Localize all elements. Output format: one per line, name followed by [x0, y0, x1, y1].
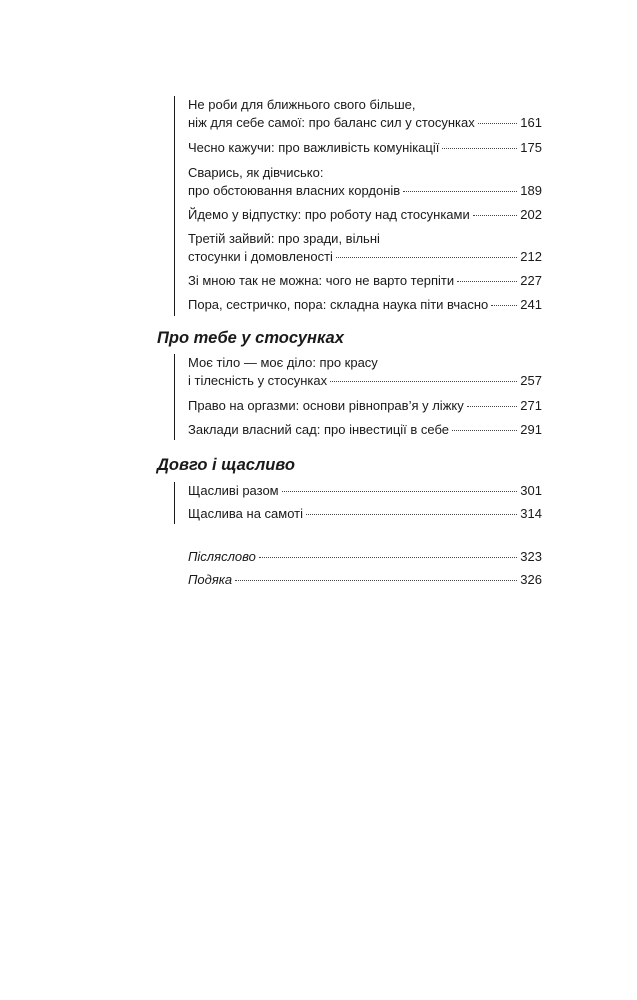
toc-entry — [188, 206, 542, 224]
toc-entry — [188, 164, 542, 200]
toc-entry — [188, 505, 542, 523]
toc-page-number: 189 — [520, 183, 542, 198]
toc-entry-title: про обстоювання власних кордонів — [188, 183, 401, 198]
toc-entry-title: Щасливі разом — [188, 483, 279, 498]
section-rule — [174, 96, 175, 316]
toc-entry-title: стосунки і домовленості — [188, 249, 333, 264]
dot-leader — [473, 214, 518, 216]
toc-page-number: 301 — [520, 483, 542, 498]
toc-entry-title: Йдемо у відпустку: про роботу над стосунками — [188, 207, 470, 222]
toc-page-number: 175 — [520, 140, 542, 155]
toc-page-number: 323 — [520, 549, 542, 564]
toc-entry — [188, 96, 542, 132]
toc-entry — [188, 397, 542, 415]
toc-page-number: 241 — [520, 297, 542, 312]
toc-entry-title-line1: Не роби для ближнього свого більше, — [188, 97, 416, 112]
toc-entry — [188, 421, 542, 439]
toc-entry-title: Післяслово — [188, 549, 256, 564]
toc-entry-title: Зі мною так не можна: чого не варто терпіти — [188, 273, 455, 288]
dot-leader — [259, 556, 517, 558]
dot-leader — [403, 190, 517, 192]
toc-entry — [188, 354, 542, 390]
toc-entry-title: Заклади власний сад: про інвестиції в себе — [188, 422, 450, 437]
toc-entry — [188, 139, 542, 157]
section-heading: Довго і щасливо — [157, 456, 295, 474]
toc-entry — [188, 482, 542, 500]
dot-leader — [330, 380, 517, 382]
dot-leader — [282, 490, 518, 492]
toc-entry-title: Право на оргазми: основи рівноправ’я у ліжку — [188, 398, 464, 413]
dot-leader — [336, 256, 517, 258]
toc-page-number: 314 — [520, 506, 542, 521]
dot-leader — [491, 304, 517, 306]
dot-leader — [478, 122, 518, 124]
toc-entry — [188, 571, 542, 589]
toc-entry-title: Пора, сестричко, пора: складна наука піти вчасно — [188, 297, 489, 312]
toc-entry — [188, 230, 542, 266]
toc-page-number: 326 — [520, 572, 542, 587]
toc-entry-title: Чесно кажучи: про важливість комунікації — [188, 140, 440, 155]
dot-leader — [467, 405, 518, 407]
toc-entry — [188, 272, 542, 290]
toc-entry — [188, 548, 542, 566]
toc-entry-title-line1: Сварись, як дівчисько: — [188, 165, 324, 180]
toc-page-number: 291 — [520, 422, 542, 437]
toc-entry-title: Подяка — [188, 572, 233, 587]
toc-page-number: 161 — [520, 115, 542, 130]
toc-page-number: 257 — [520, 373, 542, 388]
dot-leader — [235, 579, 517, 581]
section-rule — [174, 482, 175, 524]
section-rule — [174, 354, 175, 440]
toc-entry-title-line1: Моє тіло — моє діло: про красу — [188, 355, 378, 370]
toc-page-number: 202 — [520, 207, 542, 222]
toc-entry-title-line1: Третій зайвий: про зради, вільні — [188, 231, 380, 246]
toc-page-number: 271 — [520, 398, 542, 413]
toc-entry — [188, 296, 542, 314]
toc-page-number: 212 — [520, 249, 542, 264]
toc-entry-title: Щаслива на самоті — [188, 506, 303, 521]
dot-leader — [457, 280, 517, 282]
dot-leader — [306, 513, 517, 515]
toc-entry-title: і тілесність у стосунках — [188, 373, 328, 388]
toc-page-number: 227 — [520, 273, 542, 288]
toc-entry-title: ніж для себе самої: про баланс сил у стосунках — [188, 115, 475, 130]
dot-leader — [452, 429, 517, 431]
section-heading: Про тебе у стосунках — [157, 329, 344, 347]
dot-leader — [442, 147, 517, 149]
